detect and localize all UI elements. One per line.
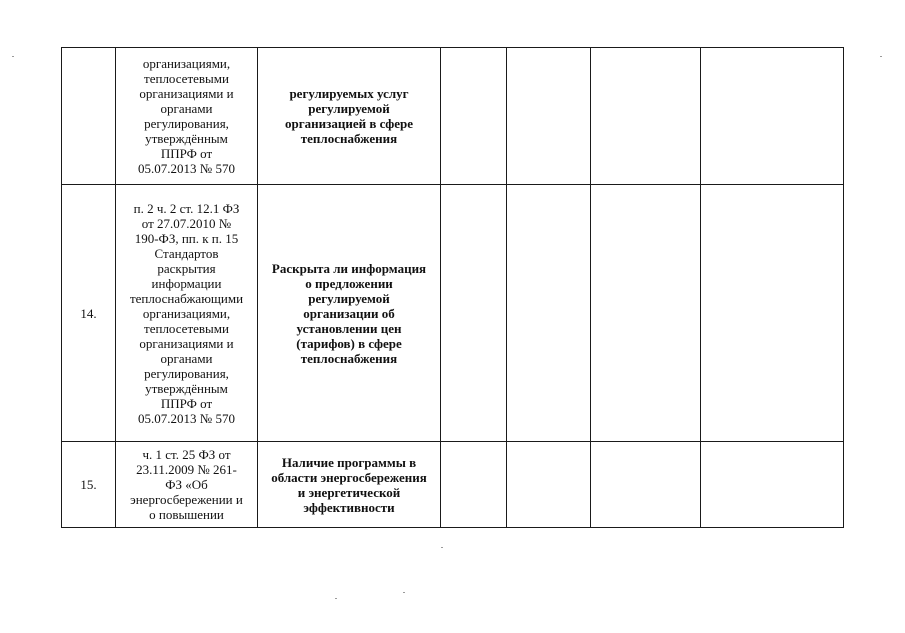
scan-speck: [12, 56, 14, 57]
legal-basis-cell: организациями, теплосетевыми организациями и органами регулирования, утверждённым ППРФ от 05.07.2013 № 570: [116, 48, 258, 185]
question-cell: Раскрыта ли информация о предложении регулируемой организации об установлении цен (тарифов) в сфере теплоснабжения: [258, 185, 441, 442]
row-number-cell: 14.: [62, 185, 116, 442]
scan-speck: [441, 547, 443, 548]
question-cell: Наличие программы в области энергосбережения и энергетической эффективности: [258, 442, 441, 528]
answer-yes-cell: [441, 48, 507, 185]
answer-na-cell: [591, 442, 701, 528]
table-row: [62, 442, 844, 528]
legal-basis-cell: п. 2 ч. 2 ст. 12.1 ФЗ от 27.07.2010 № 190-ФЗ, пп. к п. 15 Стандартов раскрытия информации теплоснабжающими организациями, теплосетевыми организациями и органами регулирования, утверждённым ППРФ от 05.07.2013 № 570: [116, 185, 258, 442]
question-cell: регулируемых услуг регулируемой организацией в сфере теплоснабжения: [258, 48, 441, 185]
note-cell: [701, 442, 844, 528]
legal-basis-cell: ч. 1 ст. 25 ФЗ от 23.11.2009 № 261- ФЗ «Об энергосбережении и о повышении: [116, 442, 258, 528]
answer-yes-cell: [441, 185, 507, 442]
answer-no-cell: [507, 185, 591, 442]
scan-speck: [880, 56, 882, 57]
answer-na-cell: [591, 185, 701, 442]
table-row: [62, 185, 844, 442]
checklist-table: [61, 47, 844, 528]
table-row: [62, 48, 844, 185]
answer-na-cell: [591, 48, 701, 185]
scan-speck: [335, 598, 337, 599]
scan-speck: [403, 592, 405, 593]
note-cell: [701, 185, 844, 442]
row-number-cell: 15.: [62, 442, 116, 528]
row-number-cell: [62, 48, 116, 185]
answer-yes-cell: [441, 442, 507, 528]
answer-no-cell: [507, 442, 591, 528]
note-cell: [701, 48, 844, 185]
answer-no-cell: [507, 48, 591, 185]
